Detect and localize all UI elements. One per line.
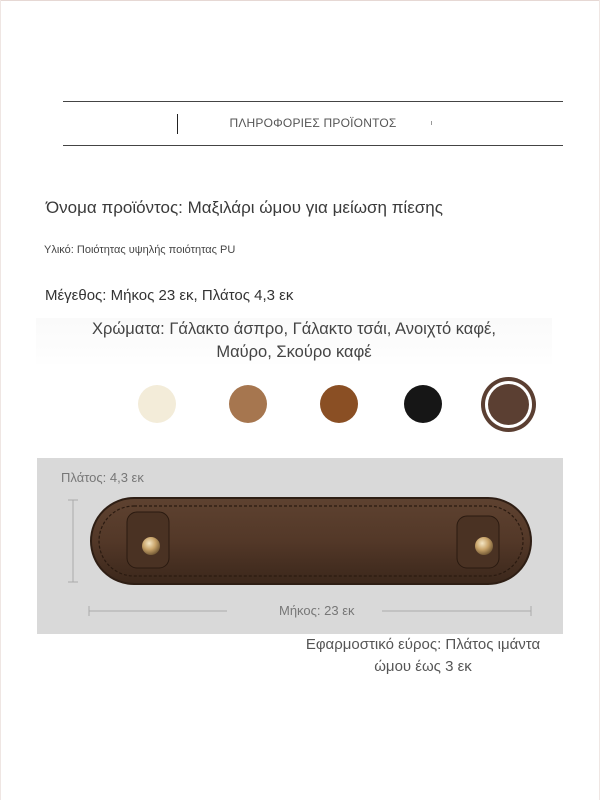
colors-line-2: Μαύρο, Σκούρο καφέ	[216, 343, 372, 361]
product-colors	[36, 318, 552, 364]
page-left-border	[0, 0, 1, 800]
left-rivet	[142, 537, 160, 555]
header-rule-bottom	[63, 145, 563, 146]
product-dimension-photo	[37, 458, 563, 634]
header-accent-dot	[431, 121, 432, 125]
page-top-border	[0, 0, 600, 1]
swatch-milk-tea[interactable]	[229, 385, 267, 423]
swatch-milk-white[interactable]	[138, 385, 176, 423]
colors-line-1: Χρώματα: Γάλακτο άσπρο, Γάλακτο τσάι, Ανοιχτό καφέ,	[92, 320, 496, 338]
swatch-dark-brown-fill	[488, 384, 529, 425]
product-name: Όνομα προϊόντος: Μαξιλάρι ώμου για μείωση πίεσης	[46, 198, 443, 217]
swatch-dark-brown-selected[interactable]	[481, 377, 536, 432]
width-label: Πλάτος: 4,3 εκ	[61, 470, 144, 485]
product-material: Υλικό: Ποιότητας υψηλής ποιότητας PU	[44, 244, 236, 256]
section-header	[63, 101, 563, 146]
length-label: Μήκος: 23 εκ	[279, 603, 355, 618]
header-rule-top	[63, 101, 563, 102]
swatch-light-brown[interactable]	[320, 385, 358, 423]
section-title: ΠΛΗΡΟΦΟΡΙΕΣ ΠΡΟΪΟΝΤΟΣ	[229, 116, 397, 130]
fit-range-line-2: ώμου έως 3 εκ	[374, 658, 472, 675]
fit-range-line-1: Εφαρμοστικό εύρος: Πλάτος ιμάντα	[305, 636, 541, 653]
fit-range	[282, 634, 564, 678]
right-rivet	[475, 537, 493, 555]
swatch-black[interactable]	[404, 385, 442, 423]
product-size: Μέγεθος: Μήκος 23 εκ, Πλάτος 4,3 εκ	[45, 287, 294, 304]
